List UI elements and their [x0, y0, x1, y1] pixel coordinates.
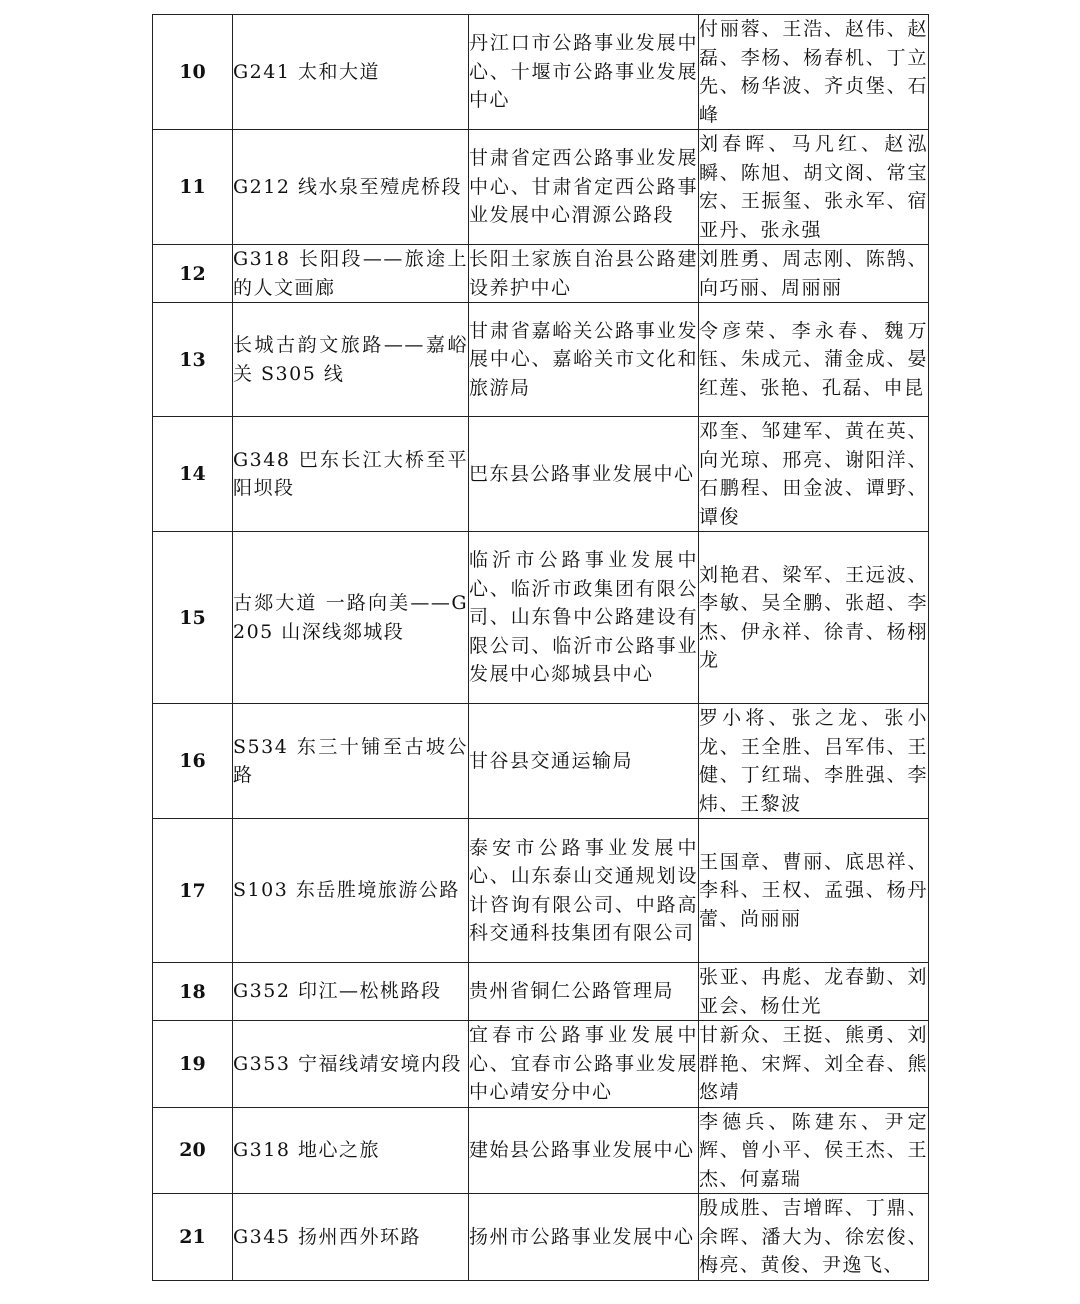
people-list: 李德兵、陈建东、尹定辉、曾小平、侯王杰、王杰、何嘉瑞	[699, 1107, 929, 1194]
row-number: 17	[153, 819, 233, 963]
row-number: 12	[153, 245, 233, 303]
table-row	[153, 130, 929, 245]
unit-name: 丹江口市公路事业发展中心、十堰市公路事业发展中心	[469, 15, 699, 130]
unit-name: 巴东县公路事业发展中心	[469, 417, 699, 532]
people-list: 刘胜勇、周志刚、陈鹄、向巧丽、周丽丽	[699, 245, 929, 303]
people-list: 刘艳君、梁军、王远波、李敏、吴全鹏、张超、李杰、伊永祥、徐青、杨栩龙	[699, 532, 929, 704]
road-name: G318 地心之旅	[233, 1107, 469, 1194]
table-row	[153, 303, 929, 417]
unit-name: 宜春市公路事业发展中心、宜春市公路事业发展中心靖安分中心	[469, 1021, 699, 1108]
unit-name: 临沂市公路事业发展中心、临沂市政集团有限公司、山东鲁中公路建设有限公司、临沂市公路事业发展中心郯城县中心	[469, 532, 699, 704]
road-name: G348 巴东长江大桥至平阳坝段	[233, 417, 469, 532]
unit-name: 甘肃省嘉峪关公路事业发展中心、嘉峪关市文化和旅游局	[469, 303, 699, 417]
table-row	[153, 704, 929, 819]
people-list: 罗小将、张之龙、张小龙、王全胜、吕军伟、王健、丁红瑞、李胜强、李炜、王黎波	[699, 704, 929, 819]
row-number: 14	[153, 417, 233, 532]
row-number: 20	[153, 1107, 233, 1194]
unit-name: 长阳土家族自治县公路建设养护中心	[469, 245, 699, 303]
unit-name: 甘谷县交通运输局	[469, 704, 699, 819]
road-name: G318 长阳段——旅途上的人文画廊	[233, 245, 469, 303]
road-name: G345 扬州西外环路	[233, 1194, 469, 1281]
row-number: 19	[153, 1021, 233, 1108]
table-row	[153, 15, 929, 130]
unit-name: 贵州省铜仁公路管理局	[469, 963, 699, 1021]
table-row	[153, 417, 929, 532]
award-table	[152, 14, 929, 1281]
people-list: 张亚、冉彪、龙春勤、刘亚会、杨仕光	[699, 963, 929, 1021]
people-list: 邓奎、邹建军、黄在英、向光琼、邢亮、谢阳洋、石鹏程、田金波、谭野、谭俊	[699, 417, 929, 532]
table-row	[153, 1194, 929, 1281]
road-name: G353 宁福线靖安境内段	[233, 1021, 469, 1108]
row-number: 16	[153, 704, 233, 819]
road-name: 长城古韵文旅路——嘉峪关 S305 线	[233, 303, 469, 417]
people-list: 令彦荣、李永春、魏万钰、朱成元、蒲金成、晏红莲、张艳、孔磊、申昆	[699, 303, 929, 417]
table-row	[153, 819, 929, 963]
unit-name: 扬州市公路事业发展中心	[469, 1194, 699, 1281]
road-name: 古郯大道 一路向美——G205 山深线郯城段	[233, 532, 469, 704]
people-list: 刘春晖、马凡红、赵泓瞬、陈旭、胡文阁、常宝宏、王振玺、张永军、宿亚丹、张永强	[699, 130, 929, 245]
row-number: 15	[153, 532, 233, 704]
table-row	[153, 245, 929, 303]
unit-name: 泰安市公路事业发展中心、山东泰山交通规划设计咨询有限公司、中路高科交通科技集团有限公司	[469, 819, 699, 963]
row-number: 13	[153, 303, 233, 417]
road-name: S103 东岳胜境旅游公路	[233, 819, 469, 963]
people-list: 殷成胜、吉增晖、丁鼎、余晖、潘大为、徐宏俊、梅亮、黄俊、尹逸飞、	[699, 1194, 929, 1281]
row-number: 11	[153, 130, 233, 245]
road-name: G212 线水泉至殪虎桥段	[233, 130, 469, 245]
unit-name: 建始县公路事业发展中心	[469, 1107, 699, 1194]
table-row	[153, 1107, 929, 1194]
table-row	[153, 963, 929, 1021]
row-number: 21	[153, 1194, 233, 1281]
road-name: G352 印江—松桃路段	[233, 963, 469, 1021]
people-list: 甘新众、王挺、熊勇、刘群艳、宋辉、刘全春、熊悠靖	[699, 1021, 929, 1108]
people-list: 付丽蓉、王浩、赵伟、赵磊、李杨、杨春机、丁立先、杨华波、齐贞堡、石峰	[699, 15, 929, 130]
people-list: 王国章、曹丽、底思祥、李科、王权、孟强、杨丹蕾、尚丽丽	[699, 819, 929, 963]
row-number: 18	[153, 963, 233, 1021]
road-name: S534 东三十铺至古坡公路	[233, 704, 469, 819]
row-number: 10	[153, 15, 233, 130]
table-row	[153, 1021, 929, 1108]
unit-name: 甘肃省定西公路事业发展中心、甘肃省定西公路事业发展中心渭源公路段	[469, 130, 699, 245]
road-name: G241 太和大道	[233, 15, 469, 130]
table-row	[153, 532, 929, 704]
